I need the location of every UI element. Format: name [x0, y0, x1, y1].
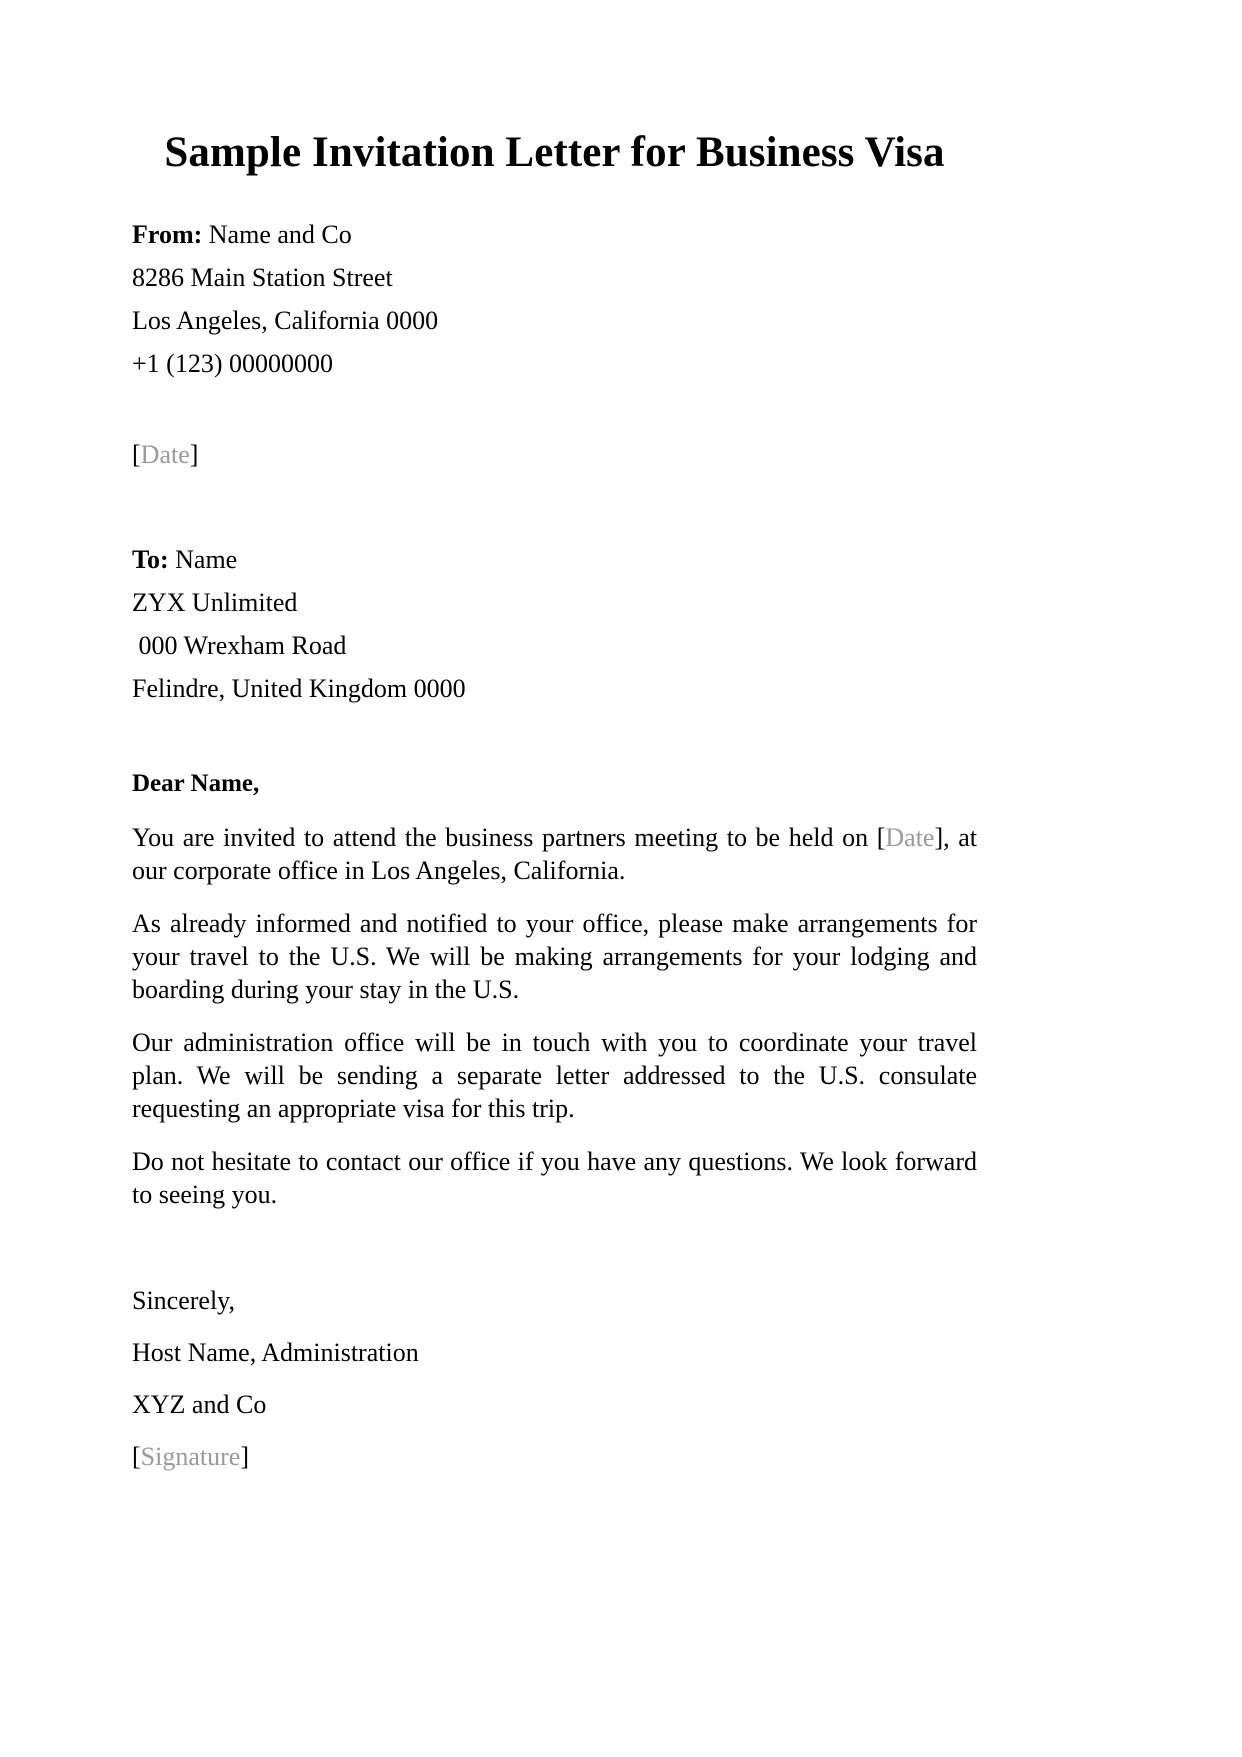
signature-placeholder-text: Signature: [140, 1442, 241, 1472]
date-placeholder: [132, 433, 977, 476]
date-placeholder-text: Date: [140, 440, 190, 470]
recipient-address-block: [132, 538, 977, 710]
recipient-city-country-zip: Felindre, United Kingdom 0000: [132, 674, 466, 704]
inline-date-placeholder-text: Date: [885, 823, 935, 853]
recipient-street: 000 Wrexham Road: [132, 631, 347, 661]
sender-street: 8286 Main Station Street: [132, 263, 393, 293]
recipient-company: ZYX Unlimited: [132, 588, 298, 618]
body-paragraph-3: Our administration office will be in touch with you to coordinate your travel plan. We will be sending a separate letter addressed to the U.S. consulate requesting an appropriate visa for this trip.: [132, 1028, 977, 1124]
letter-content: [132, 0, 977, 1483]
signer-company: XYZ and Co: [132, 1390, 267, 1420]
date-close-bracket: ]: [189, 440, 199, 470]
sender-address-block: [132, 213, 977, 385]
sender-phone: +1 (123) 00000000: [132, 349, 333, 379]
date-open-bracket: [: [132, 440, 141, 470]
sender-name-line: [132, 213, 977, 256]
spacer-after-date: [132, 476, 977, 538]
signature-open-bracket: [: [132, 1442, 141, 1472]
page-title: Sample Invitation Letter for Business Visa: [164, 129, 945, 176]
signer-name-title: Host Name, Administration: [132, 1338, 419, 1368]
inline-date-open-bracket: [: [876, 823, 886, 853]
paragraph-1-before: You are invited to attend the business partners meeting to be held on: [132, 823, 877, 853]
paragraph-1-after: , at our corporate office in Los Angeles, California.: [132, 823, 977, 886]
from-label: From:: [132, 220, 203, 250]
salutation: Dear Name,: [132, 770, 260, 798]
sender-city-state-zip: Los Angeles, California 0000: [132, 306, 439, 336]
body-paragraph-4: Do not hesitate to contact our office if you have any questions. We look forward to seeing you.: [132, 1147, 977, 1210]
recipient-name-line: [132, 538, 977, 581]
signature-placeholder: [132, 1431, 977, 1483]
valediction: Sincerely,: [132, 1286, 235, 1316]
to-label: To:: [132, 545, 169, 575]
closing-block: [132, 1275, 977, 1483]
spacer-after-sender: [132, 385, 977, 433]
body-paragraph-2: As already informed and notified to your office, please make arrangements for your travel to the U.S. We will be making arrangements for your lodging and boarding during your stay in the U.S.: [132, 909, 977, 1005]
sender-name: Name and Co: [208, 220, 352, 250]
signature-close-bracket: ]: [240, 1442, 249, 1472]
body-paragraph-1: [132, 805, 977, 887]
inline-date-close-bracket: ]: [934, 823, 944, 853]
recipient-name: Name: [175, 545, 238, 575]
